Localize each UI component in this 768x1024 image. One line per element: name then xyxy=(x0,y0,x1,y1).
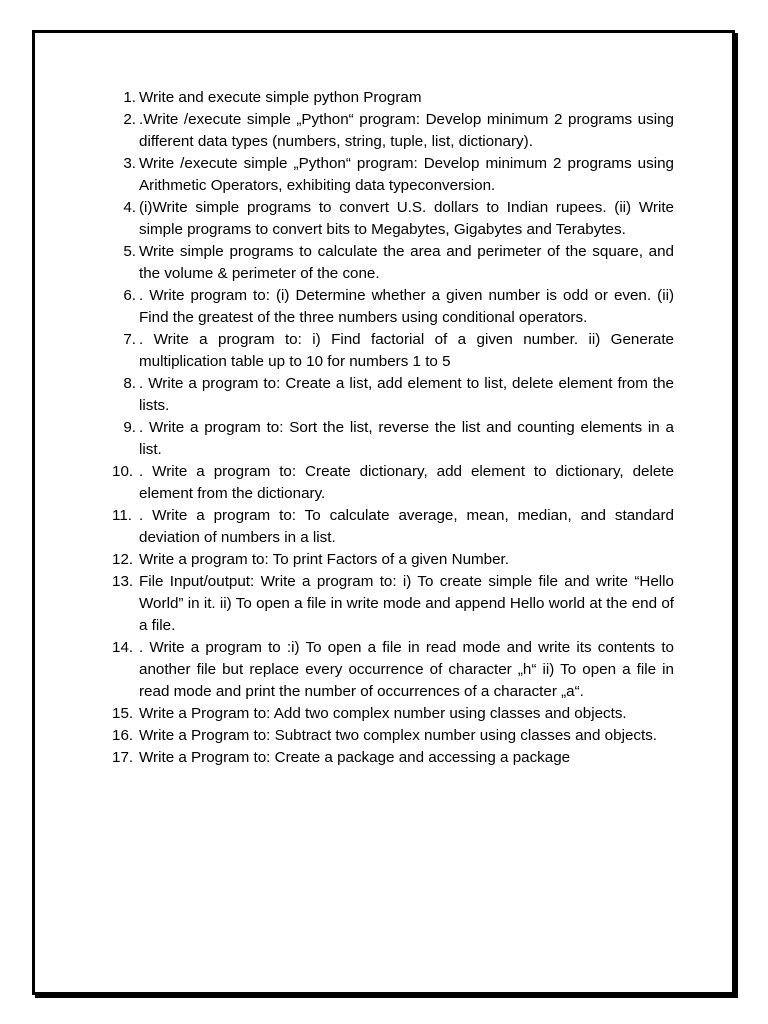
item-text: Write a Program to: Create a package and accessing a package xyxy=(139,749,571,766)
item-number: 15. xyxy=(112,705,134,722)
list-item xyxy=(112,417,674,461)
item-number: 9. xyxy=(123,419,136,436)
item-number: 3. xyxy=(123,155,136,172)
item-text: . Write a program to: i) Find factorial of a given number. ii) Generate multiplication table up to 10 for numbers 1 to 5 xyxy=(139,331,674,370)
list-item xyxy=(112,153,674,197)
item-number: 16. xyxy=(112,727,134,744)
list-item xyxy=(112,725,674,747)
item-text: .Write /execute simple „Python“ program: Develop minimum 2 programs using different data types (numbers, string, tuple, list, dictionary). xyxy=(139,111,674,150)
list-item xyxy=(112,285,674,329)
item-number: 5. xyxy=(123,243,136,260)
item-text: (i)Write simple programs to convert U.S. dollars to Indian rupees. (ii) Write simple programs to convert bits to Megabytes, Gigabytes and Terabytes. xyxy=(139,199,674,238)
list-item xyxy=(112,747,674,769)
list-item xyxy=(112,549,674,571)
item-text: . Write a program to: Create dictionary, add element to dictionary, delete element from the dictionary. xyxy=(139,463,674,502)
list-item xyxy=(112,197,674,241)
item-number: 14. xyxy=(112,639,134,656)
list-item xyxy=(112,109,674,153)
item-number: 11. xyxy=(112,507,132,524)
item-text: . Write a program to: Create a list, add element to list, delete element from the lists. xyxy=(139,375,674,414)
item-number: 17. xyxy=(112,749,134,766)
item-number: 7. xyxy=(123,331,136,348)
item-text: . Write a program to: To calculate average, mean, median, and standard deviation of numbers in a list. xyxy=(139,507,674,546)
list-item xyxy=(112,87,674,109)
item-text: File Input/output: Write a program to: i) To create simple file and write “Hello World” in it. ii) To open a file in write mode and append Hello world at the end of a file. xyxy=(139,573,674,634)
item-number: 10. xyxy=(112,463,134,480)
list-item xyxy=(112,571,674,637)
list-item xyxy=(112,461,674,505)
item-number: 1. xyxy=(123,89,136,106)
item-text: Write and execute simple python Program xyxy=(139,89,422,106)
item-text: Write /execute simple „Python“ program: Develop minimum 2 programs using Arithmetic Operators, exhibiting data typeconversion. xyxy=(139,155,674,194)
item-number: 13. xyxy=(112,573,134,590)
list-item xyxy=(112,241,674,285)
item-text: Write a Program to: Add two complex number using classes and objects. xyxy=(139,705,627,722)
task-list xyxy=(112,87,674,769)
item-number: 12. xyxy=(112,551,134,568)
list-item xyxy=(112,703,674,725)
list-item xyxy=(112,373,674,417)
list-item xyxy=(112,329,674,373)
item-number: 4. xyxy=(123,199,136,216)
item-number: 6. xyxy=(123,287,136,304)
item-text: Write a program to: To print Factors of a given Number. xyxy=(139,551,509,568)
item-text: . Write a program to :i) To open a file in read mode and write its contents to another file but replace every occurrence of character „h“ ii) To open a file in read mode and print the number of occurrences of a character „a“. xyxy=(139,639,674,700)
list-item xyxy=(112,505,674,549)
item-text: . Write a program to: Sort the list, reverse the list and counting elements in a list. xyxy=(139,419,674,458)
list-item xyxy=(112,637,674,703)
item-text: Write a Program to: Subtract two complex number using classes and objects. xyxy=(139,727,658,744)
item-number: 8. xyxy=(123,375,136,392)
item-text: . Write program to: (i) Determine whether a given number is odd or even. (ii) Find the greatest of the three numbers using conditional operators. xyxy=(139,287,674,326)
item-number: 2. xyxy=(123,111,136,128)
item-text: Write simple programs to calculate the area and perimeter of the square, and the volume & perimeter of the cone. xyxy=(139,243,674,282)
